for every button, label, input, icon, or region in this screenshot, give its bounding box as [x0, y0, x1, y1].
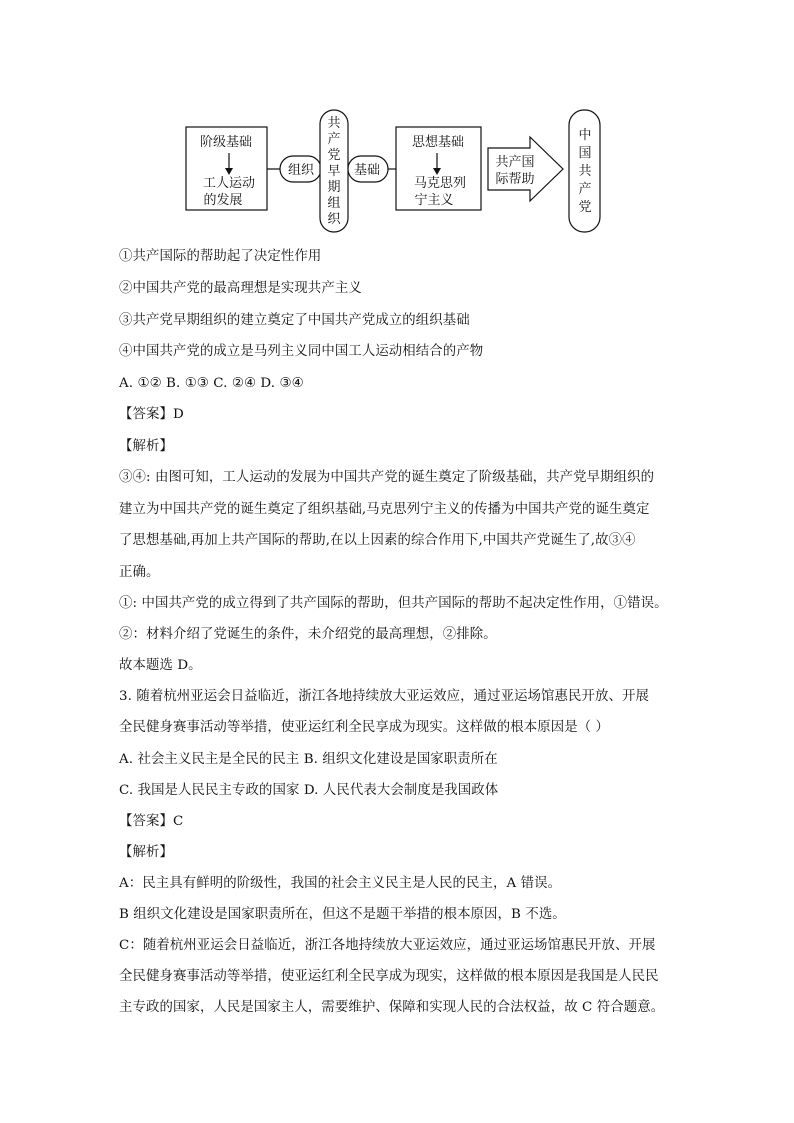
q2-option-4: ④中国共产党的成立是马列主义同中国工人运动相结合的产物: [119, 344, 484, 359]
ccp-char-0: 中: [578, 128, 592, 143]
q2-analysis-line-1: ③④: 由图可知，工人运动的发展为中国共产党的诞生奠定了阶级基础，共产党早期组织的: [119, 470, 655, 485]
flow-diagram: [0, 0, 794, 240]
q3-analysis-line-5: 主专政的国家，人民是国家主人，需要维护、保障和实现人民的合法权益，故 C 符合题意。: [119, 1000, 665, 1015]
q3-stem-line-1: 3. 随着杭州亚运会日益临近，浙江各地持续放大亚运效应，通过亚运场馆惠民开放、开展: [119, 689, 649, 704]
ccp-char-1: 国: [578, 146, 592, 161]
q2-option-2: ②中国共产党的最高理想是实现共产主义: [119, 281, 362, 296]
q2-analysis-line-6: ②：材料介绍了党诞生的条件，未介绍党的最高理想，②排除。: [119, 627, 497, 642]
q3-analysis-line-4: 全民健身赛事活动等举措，使亚运红利全民享成为现实，这样做的根本原因是我国是人民民: [119, 969, 659, 984]
q3-answer: 【答案】C: [119, 814, 184, 829]
class-basis-title: 阶级基础: [199, 135, 253, 150]
comintern-help-line1: 共产国: [495, 155, 535, 170]
q2-answer: 【答案】D: [119, 407, 184, 422]
ccp-char-3: 产: [578, 182, 592, 197]
q3-analysis-line-3: C：随着杭州亚运会日益临近，浙江各地持续放大亚运效应，通过亚运场馆惠民开放、开展: [119, 938, 656, 953]
early-org-char-4: 期: [327, 180, 341, 195]
q2-analysis-label: 【解析】: [119, 439, 173, 454]
q3-analysis-label: 【解析】: [119, 845, 173, 860]
ideological-basis-line1: 马克思列: [413, 176, 467, 191]
organization-pill-label: 组织: [287, 163, 315, 178]
ideological-basis-title: 思想基础: [411, 135, 465, 150]
basis-pill-label: 基础: [353, 163, 381, 178]
early-org-char-5: 组: [327, 196, 341, 211]
class-basis-line1: 工人运动: [202, 176, 256, 191]
early-org-char-1: 产: [327, 132, 341, 147]
q3-stem-line-2: 全民健身赛事活动等举措，使亚运红利全民享成为现实。这样做的根本原因是（ ）: [119, 720, 610, 735]
q2-option-1: ①共产国际的帮助起了决定性作用: [119, 249, 322, 264]
q2-analysis-line-3: 了思想基础,再加上共产国际的帮助,在以上因素的综合作用下,中国共产党诞生了,故③④: [119, 533, 636, 548]
q3-analysis-line-2: B 组织文化建设是国家职责所在，但这不是题干举措的根本原因，B 不选。: [119, 907, 566, 922]
early-org-char-0: 共: [327, 116, 341, 131]
early-org-char-6: 织: [327, 212, 341, 227]
q2-analysis-line-2: 建立为中国共产党的诞生奠定了组织基础,马克思列宁主义的传播为中国共产党的诞生奠定: [119, 502, 650, 517]
comintern-help-line2: 际帮助: [495, 172, 535, 187]
q3-choices-line-1: A. 社会主义民主是全民的民主 B. 组织文化建设是国家职责所在: [119, 752, 498, 767]
class-basis-line2: 的发展: [203, 193, 243, 208]
q3-choices-line-2: C. 我国是人民民主专政的国家 D. 人民代表大会制度是我国政体: [119, 783, 499, 798]
q2-choices: A. ①② B. ①③ C. ②④ D. ③④: [119, 376, 304, 391]
early-org-char-3: 早: [327, 164, 341, 179]
q2-analysis-line-4: 正确。: [119, 565, 160, 580]
ccp-char-4: 党: [578, 200, 592, 215]
ccp-char-2: 共: [578, 164, 592, 179]
q2-analysis-line-7: 故本题选 D。: [119, 658, 202, 673]
q2-analysis-line-5: ①: 中国共产党的成立得到了共产国际的帮助，但共产国际的帮助不起决定性作用，①错误。: [119, 596, 668, 611]
q2-option-3: ③共产党早期组织的建立奠定了中国共产党成立的组织基础: [119, 313, 470, 328]
q3-analysis-line-1: A：民主具有鲜明的阶级性，我国的社会主义民主是人民的民主，A 错误。: [119, 876, 562, 891]
ideological-basis-line2: 宁主义: [414, 193, 454, 208]
early-org-char-2: 党: [327, 148, 341, 163]
